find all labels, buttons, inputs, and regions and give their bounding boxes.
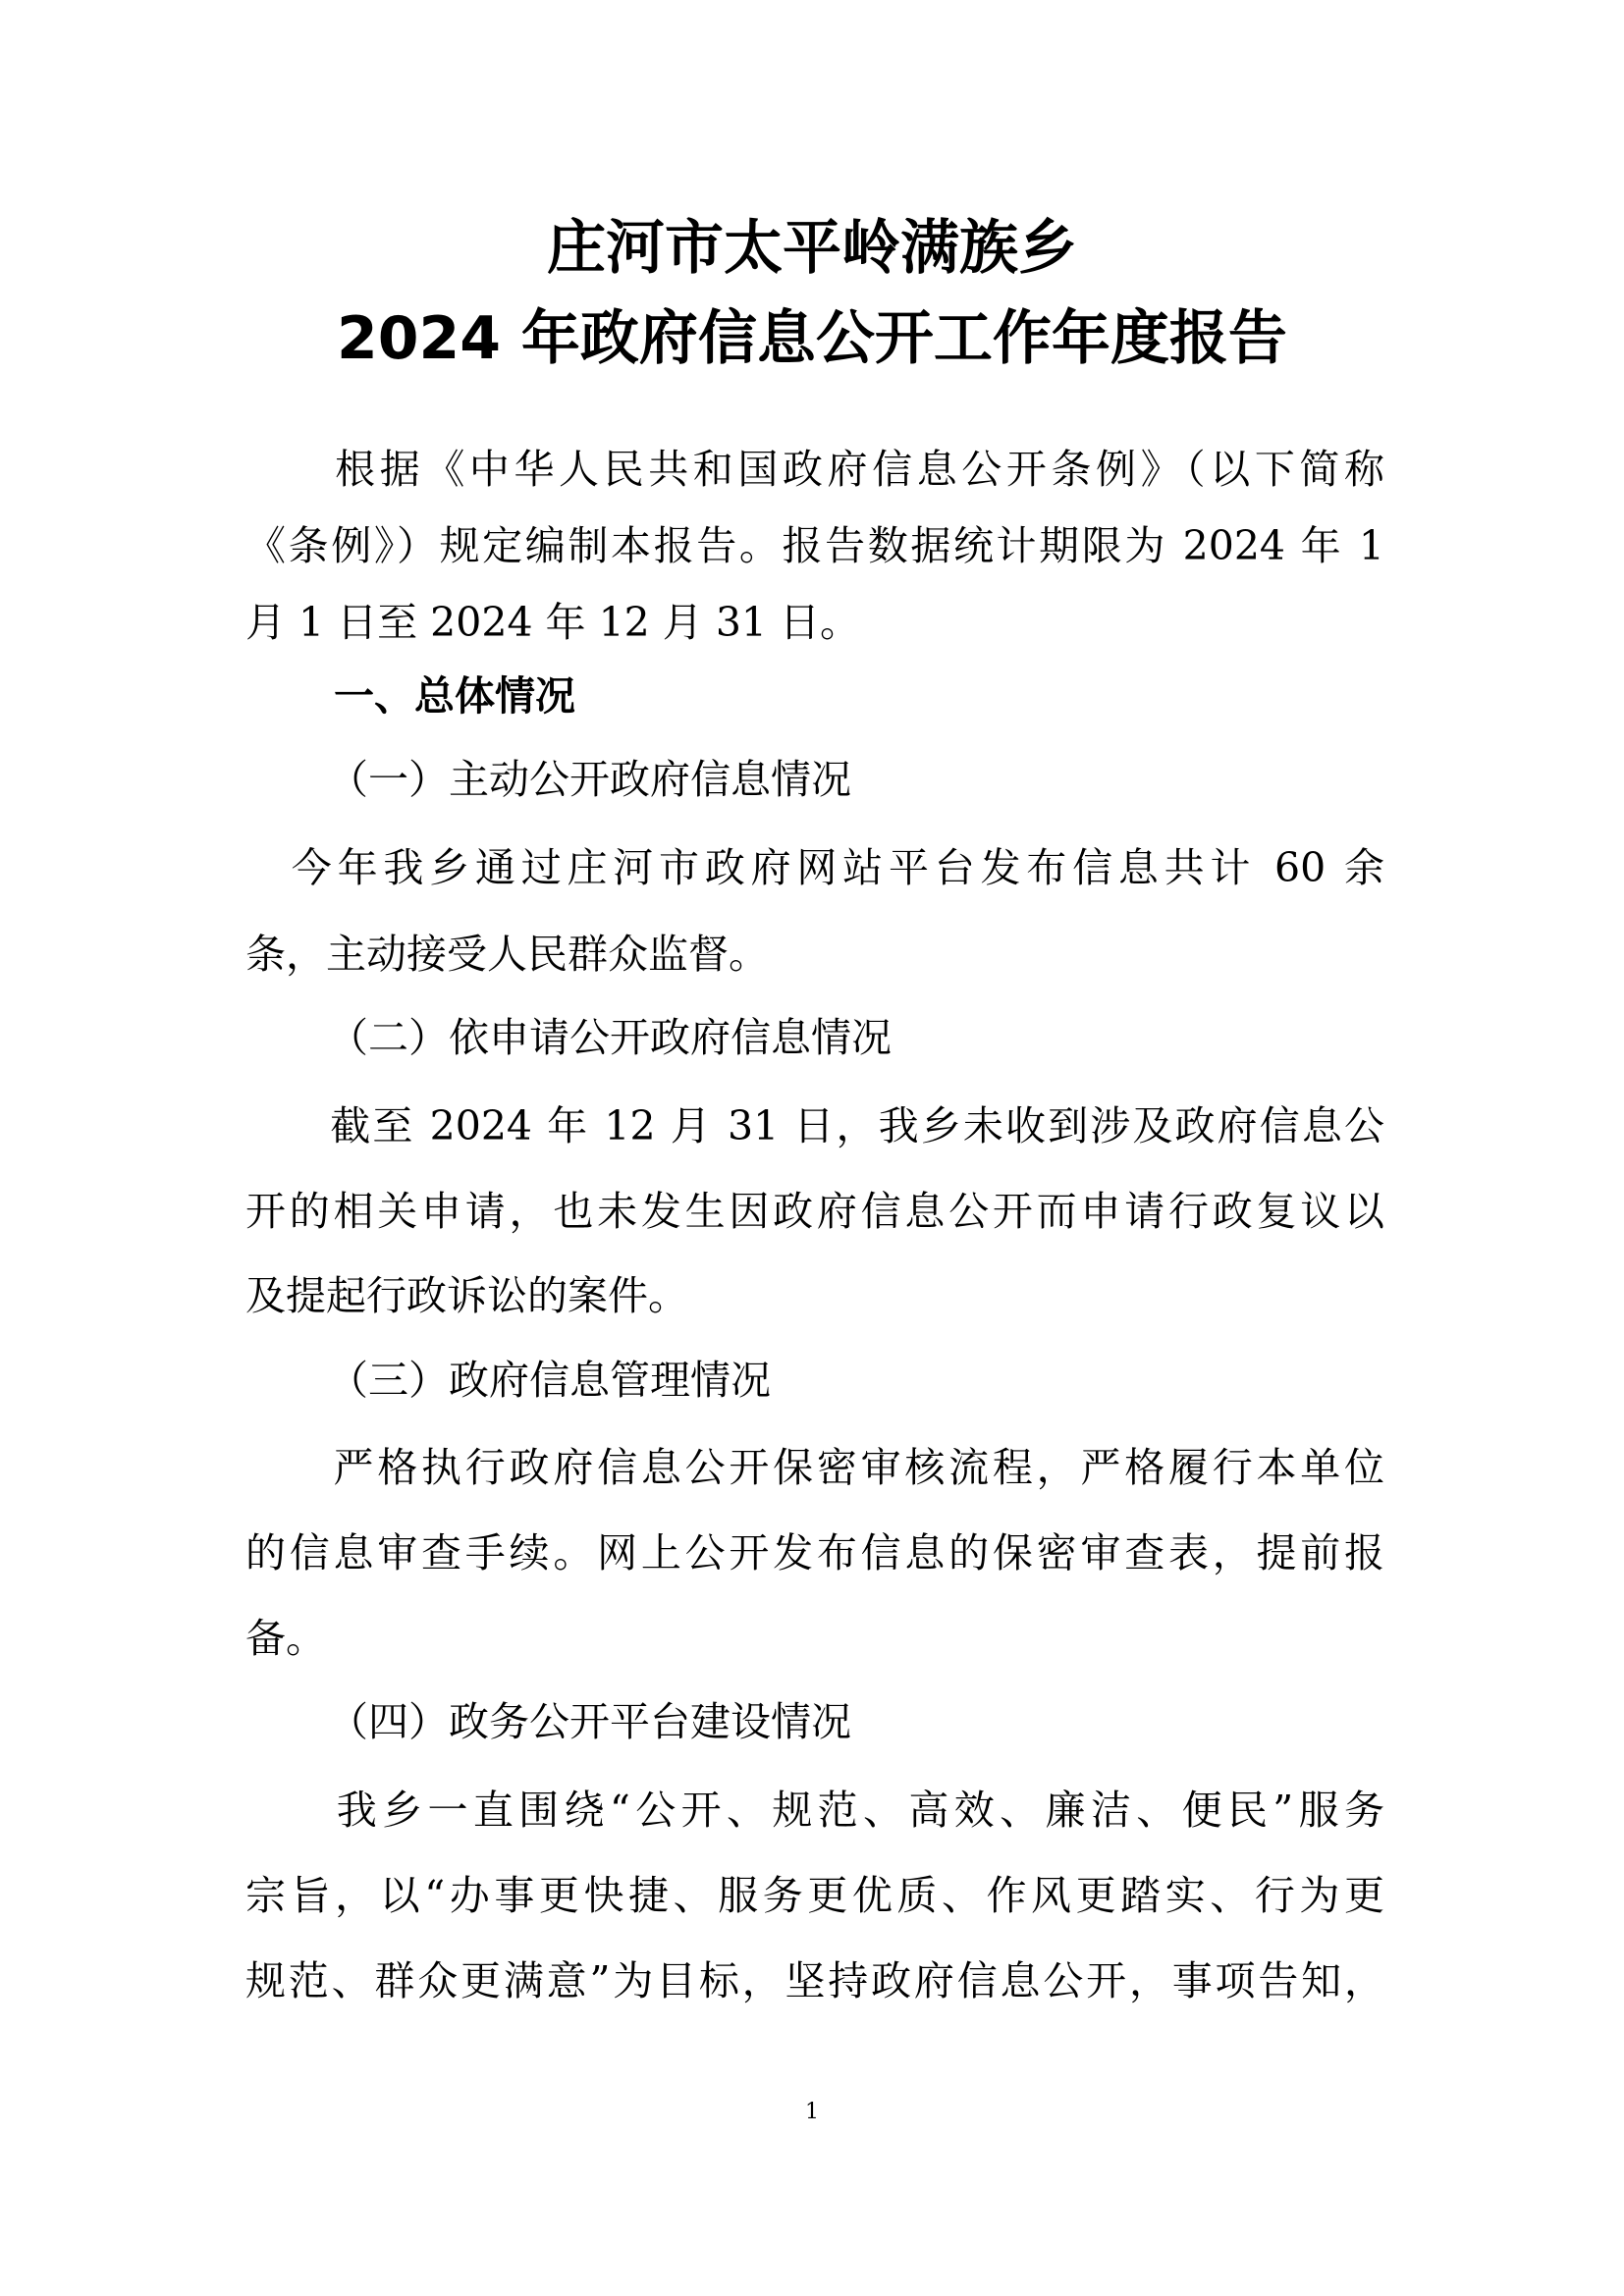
paragraph-line: 严格执行政府信息公开保密审核流程，严格履行本单位: [245, 1444, 1384, 1491]
intro-line-2: 《条例》）规定编制本报告。报告数据统计期限为 2024 年 1: [245, 522, 1384, 569]
intro-line-3: 月 1 日至 2024 年 12 月 31 日。: [245, 599, 861, 646]
document-title-line-1: 庄河市太平岭满族乡: [547, 214, 1077, 283]
page-number: 1: [805, 2100, 819, 2124]
paragraph-line: 规范、群众更满意”为目标，坚持政府信息公开，事项告知，: [245, 1957, 1384, 2004]
paragraph-line: 截至 2024 年 12 月 31 日，我乡未收到涉及政府信息公: [245, 1102, 1384, 1149]
paragraph-line: 及提起行政诉讼的案件。: [245, 1272, 688, 1319]
subsection-heading-information-management: （三）政府信息管理情况: [328, 1357, 771, 1404]
section-heading-overview: 一、总体情况: [334, 672, 575, 720]
paragraph-line: 备。: [245, 1615, 326, 1662]
paragraph-line: 条，主动接受人民群众监督。: [245, 931, 769, 978]
intro-line-1: 根据《中华人民共和国政府信息公开条例》（以下简称: [245, 446, 1384, 493]
paragraph-line: 开的相关申请，也未发生因政府信息公开而申请行政复议以: [245, 1188, 1384, 1235]
document-title-line-2: 2024 年政府信息公开工作年度报告: [337, 304, 1287, 373]
subsection-heading-active-disclosure: （一）主动公开政府信息情况: [328, 756, 851, 803]
subsection-heading-request-disclosure: （二）依申请公开政府信息情况: [328, 1014, 892, 1061]
paragraph-line: 我乡一直围绕“公开、规范、高效、廉洁、便民”服务: [245, 1787, 1384, 1834]
paragraph-line: 今年我乡通过庄河市政府网站平台发布信息共计 60 余: [245, 844, 1384, 891]
subsection-heading-platform-construction: （四）政务公开平台建设情况: [328, 1698, 851, 1745]
paragraph-line: 的信息审查手续。网上公开发布信息的保密审查表，提前报: [245, 1529, 1384, 1576]
paragraph-line: 宗旨，以“办事更快捷、服务更优质、作风更踏实、行为更: [245, 1872, 1384, 1919]
